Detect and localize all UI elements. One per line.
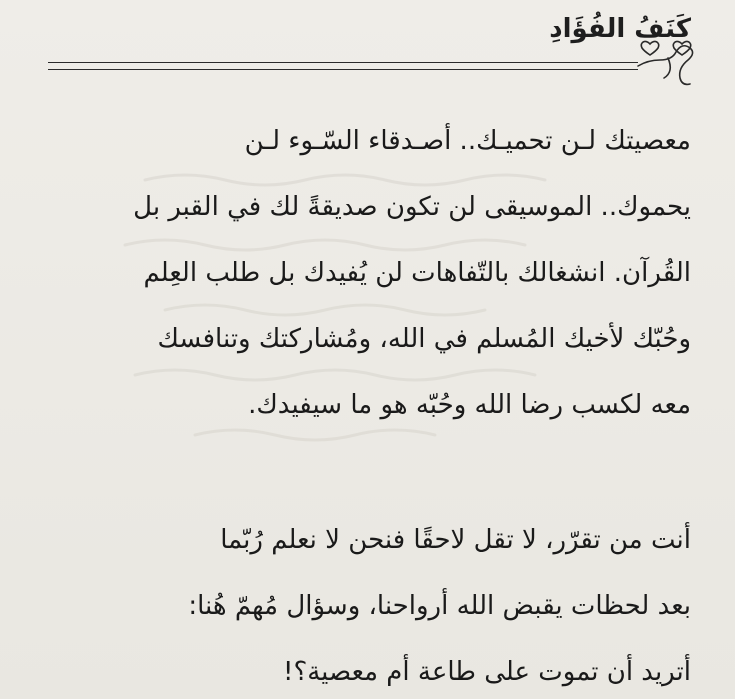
text-line: أتريد أن تموت على طاعة أم معصية؟! <box>283 657 691 687</box>
text-line: بعد لحظات يقبض الله أرواحنا، وسؤال مُهمّ هُنا: <box>188 591 691 621</box>
paragraph-1 <box>31 108 691 438</box>
text-line: القُرآن. انشغالك بالتّفاهات لن يُفيدك بل طلب العِلم <box>143 258 691 288</box>
text-line: وحُبّك لأخيك المُسلم في الله، ومُشاركتك وتنافسك <box>157 324 691 354</box>
paragraph-2 <box>31 507 691 699</box>
running-header-title: كَنَفُ الفُؤَادِ <box>549 14 691 44</box>
text-line: أنت من تقرّر، لا تقل لاحقًا فنحن لا نعلم رُبّما <box>220 525 691 555</box>
text-line: يحموك.. الموسيقى لن تكون صديقةً لك في القبر بل <box>133 192 691 222</box>
heart-flourish-icon <box>636 28 716 98</box>
text-line: معصيتك لـن تحميـك.. أصـدقاء السّـوء لـن <box>244 126 691 156</box>
text-line: معه لكسب رضا الله وحُبّه هو ما سيفيدك. <box>248 390 691 420</box>
header-rule <box>48 62 638 70</box>
